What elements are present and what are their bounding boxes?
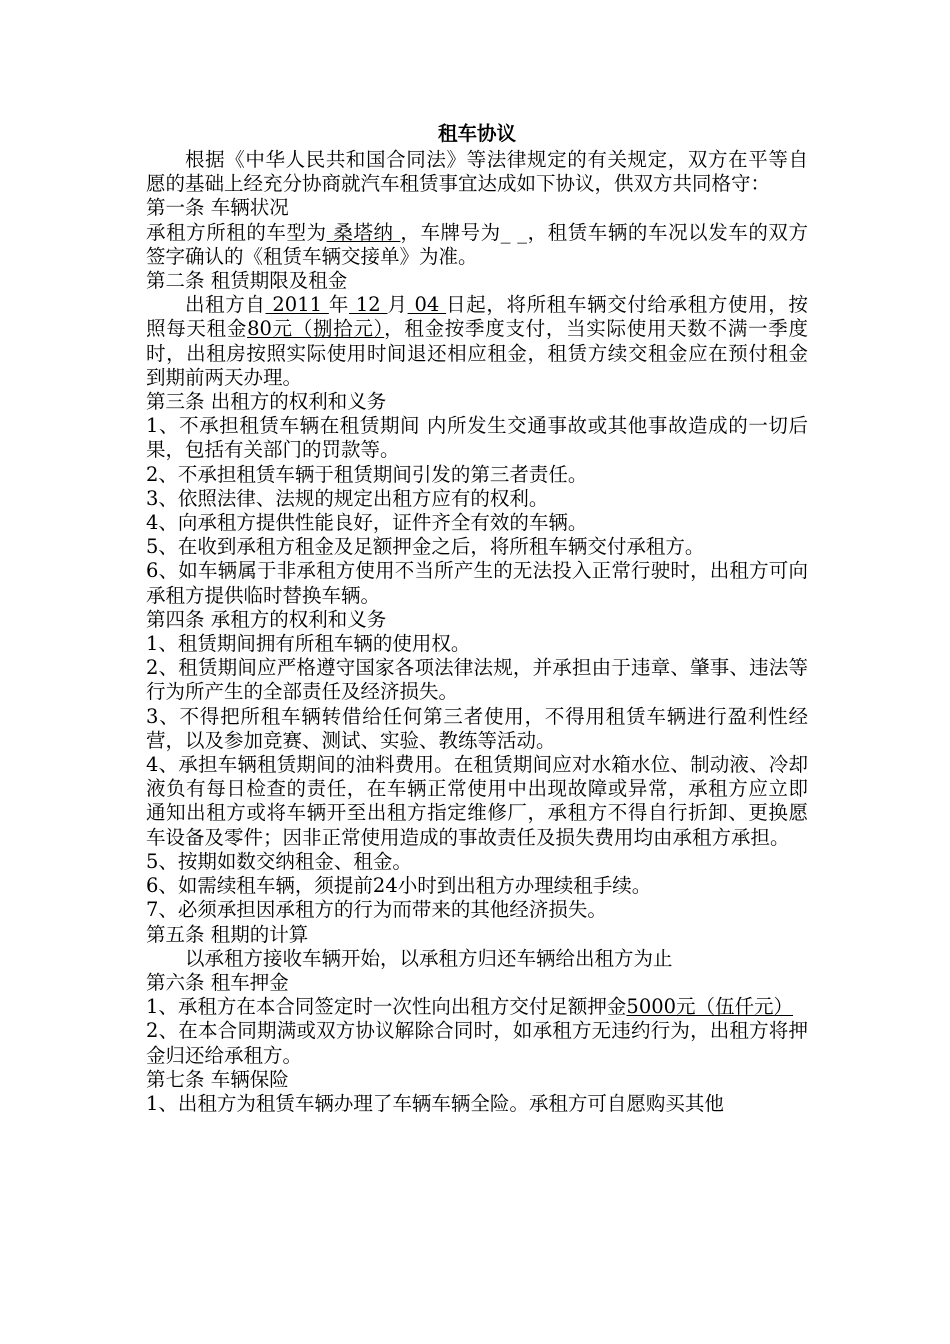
article-2-heading: 第二条 租赁期限及租金 xyxy=(146,269,348,293)
year-unit: 年 xyxy=(328,293,349,317)
article-7-heading: 第七条 车辆保险 xyxy=(146,1067,289,1091)
month-unit: 月 xyxy=(387,293,408,317)
article-6-item-1 xyxy=(146,995,808,1019)
article-6-text-a: 1、承租方在本合同签定时一次性向出租方交付足额押金 xyxy=(146,995,627,1019)
article-1-text-b: ，车牌号为 xyxy=(400,220,501,244)
contract-page xyxy=(146,120,808,1116)
article-1-heading: 第一条 车辆状况 xyxy=(146,196,289,220)
article-4-item-2: 2、租赁期间应严格遵守国家各项法律法规，并承担由于违章、肇事、违法等行为所产生的全部责任及经济损失。 xyxy=(146,656,808,704)
article-6-heading: 第六条 租车押金 xyxy=(146,970,289,994)
deposit-value: 5000元（伍仟元） xyxy=(626,995,794,1019)
article-2-text-b: 日起，将所租车辆交付给承租方使用，按照每天租金 xyxy=(146,293,808,341)
article-3-item-1: 1、不承担租赁车辆在租赁期间 内所发生交通事故或其他事故造成的一切后果，包括有关部门的罚款等。 xyxy=(146,414,808,462)
car-model-value: 桑塔纳 xyxy=(326,220,401,244)
article-2-paragraph xyxy=(146,293,808,390)
article-6-item-2: 2、在本合同期满或双方协议解除合同时，如承租方无违约行为，出租方将押金归还给承租方。 xyxy=(146,1019,808,1067)
daily-rent-value: 80元（捌拾元） xyxy=(247,317,385,341)
article-3-heading: 第三条 出租方的权利和义务 xyxy=(146,390,387,414)
intro-paragraph: 根据《中华人民共和国合同法》等法律规定的有关规定，双方在平等自愿的基础上经充分协商就汽车租赁事宜达成如下协议，供双方共同格守： xyxy=(146,148,808,196)
article-5-heading: 第五条 租期的计算 xyxy=(146,922,309,946)
article-4-item-3: 3、不得把所租车辆转借给任何第三者使用，不得用租赁车辆进行盈利性经营，以及参加竞赛、测试、实验、教练等活动。 xyxy=(146,704,808,752)
article-4-item-7: 7、必须承担因承租方的行为而带来的其他经济损失。 xyxy=(146,898,607,922)
document-title: 租车协议 xyxy=(437,122,516,145)
article-4-item-5: 5、按期如数交纳租金、租金。 xyxy=(146,849,412,873)
article-1-text-c: ，租赁车辆的车况以发车的双方签字确认的《租赁车辆交接单》为准。 xyxy=(146,220,808,268)
article-2-text-c: ，租金按季度支付，当实际使用天数不满一季度时，出租房按照实际使用时间退还相应租金，租赁方续交租金应在预付租金到期前两天办理。 xyxy=(146,317,808,389)
article-4-item-1: 1、租赁期间拥有所租车辆的使用权。 xyxy=(146,632,471,656)
article-3-item-3: 3、依照法律、法规的规定出租方应有的权利。 xyxy=(146,486,549,510)
start-day-value: 04 xyxy=(407,293,447,317)
article-3-item-2: 2、不承担租赁车辆于租赁期间引发的第三者责任。 xyxy=(146,462,588,486)
article-2-text-a: 出租方自 xyxy=(185,293,266,317)
article-4-item-6: 6、如需续租车辆，须提前24小时到出租方办理续租手续。 xyxy=(146,874,652,898)
start-year-value: 2011 xyxy=(265,293,329,317)
article-3-item-6: 6、如车辆属于非承租方使用不当所产生的无法投入正常行驶时，出租方可向承租方提供临时替换车辆。 xyxy=(146,559,808,607)
article-7-item-1: 1、出租方为租赁车辆办理了车辆车辆全险。承租方可自愿购买其他 xyxy=(146,1091,724,1115)
article-4-heading: 第四条 承租方的权利和义务 xyxy=(146,607,387,631)
article-3-item-5: 5、在收到承租方租金及足额押金之后，将所租车辆交付承租方。 xyxy=(146,535,705,559)
article-3-item-4: 4、向承租方提供性能良好，证件齐全有效的车辆。 xyxy=(146,511,588,535)
plate-number-blank: _ _ xyxy=(500,220,528,244)
article-1-text-a: 承租方所租的车型为 xyxy=(146,220,327,244)
start-month-value: 12 xyxy=(349,293,388,317)
article-1-paragraph xyxy=(146,221,808,269)
article-5-paragraph: 以承租方接收车辆开始，以承租方归还车辆给出租方为止 xyxy=(185,946,673,970)
article-4-item-4: 4、承担车辆租赁期间的油料费用。在租赁期间应对水箱水位、制动液、冷却液负有每日检查的责任，在车辆正常使用中出现故障或异常，承租方应立即通知出租方或将车辆开至出租方指定维修厂，承租方不得自行折卸、更换愿车设备及零件；因非正常使用造成的事故责任及损失费用均由承租方承担。 xyxy=(146,753,808,849)
